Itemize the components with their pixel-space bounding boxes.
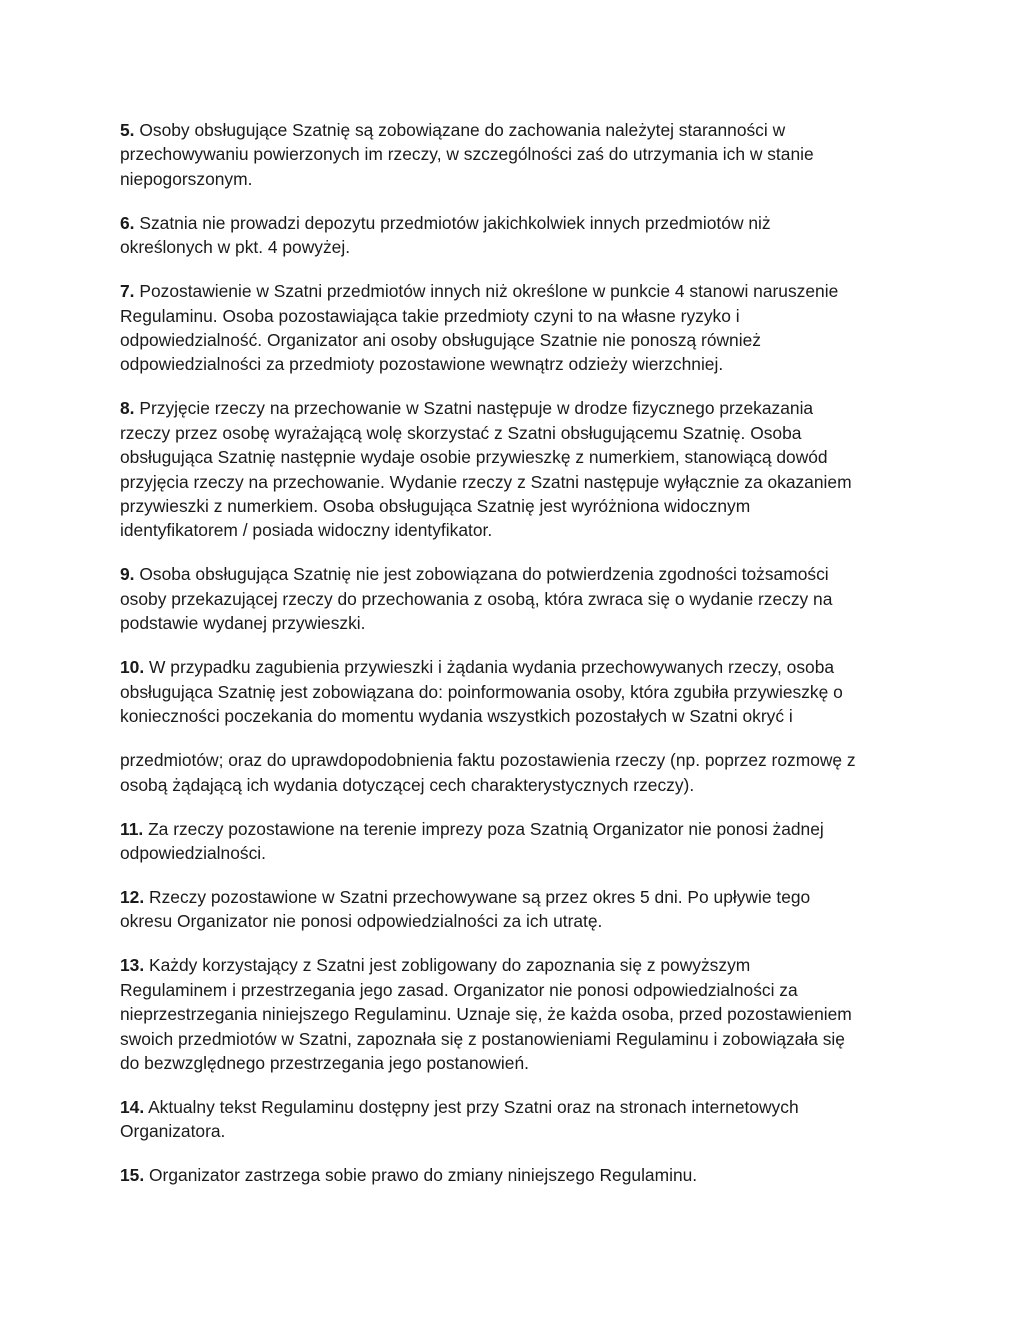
paragraph-text: osobą żądającą ich wydania dotyczącej cech charakterystycznych rzeczy). — [120, 774, 695, 795]
paragraph-line — [120, 304, 910, 328]
paragraph-line — [120, 328, 910, 352]
paragraph-text: W przypadku zagubienia przywieszki i żądania wydania przechowywanych rzeczy, osoba — [149, 657, 835, 678]
paragraph-line — [120, 909, 910, 933]
document-page — [120, 118, 910, 1207]
paragraph-line — [120, 885, 910, 909]
paragraph-line — [120, 773, 910, 797]
paragraph-line — [120, 611, 910, 635]
paragraph-13 — [120, 953, 910, 1075]
paragraph-8 — [120, 396, 910, 542]
paragraph-text: Regulaminem i przestrzegania jego zasad. Organizator nie ponosi odpowiedzialności za — [120, 979, 798, 1000]
paragraph-line — [120, 494, 910, 518]
paragraph-text: określonych w pkt. 4 powyżej. — [120, 237, 351, 258]
paragraph-text: Osoba obsługująca Szatnię nie jest zobowiązana do potwierdzenia zgodności tożsamości — [139, 564, 829, 585]
paragraph-text: nieprzestrzegania niniejszego Regulaminu. Uznaje się, że każda osoba, przed pozostawieniem — [120, 1004, 852, 1025]
paragraph-line — [120, 1027, 910, 1051]
paragraph-text: do bezwzględnego przestrzegania jego postanowień. — [120, 1052, 529, 1073]
paragraph-line — [120, 655, 910, 679]
paragraph-line — [120, 704, 910, 728]
paragraph-line — [120, 235, 910, 259]
paragraph-line — [120, 978, 910, 1002]
paragraph-11 — [120, 817, 910, 866]
paragraph-line — [120, 352, 910, 376]
paragraph-line — [120, 817, 910, 841]
paragraph-line — [120, 421, 910, 445]
paragraph-continued — [120, 748, 910, 797]
paragraph-text: okresu Organizator nie ponosi odpowiedzialności za ich utratę. — [120, 911, 603, 932]
paragraph-text: odpowiedzialności za przedmioty pozostawione wewnątrz odzieży wierzchniej. — [120, 354, 724, 375]
paragraph-line — [120, 211, 910, 235]
paragraph-text: konieczności poczekania do momentu wydania wszystkich pozostałych w Szatni okryć i — [120, 706, 793, 727]
paragraph-text: Rzeczy pozostawione w Szatni przechowywane są przez okres 5 dni. Po upływie tego — [149, 886, 811, 907]
paragraph-number: 10. — [120, 657, 145, 678]
paragraph-line — [120, 396, 910, 420]
paragraph-number: 7. — [120, 281, 135, 302]
paragraph-line — [120, 587, 910, 611]
paragraph-text: przyjęcia rzeczy na przechowanie. Wydanie rzeczy z Szatni następuje wyłącznie za okazaniem — [120, 471, 852, 492]
paragraph-text: Organizator zastrzega sobie prawo do zmiany niniejszego Regulaminu. — [149, 1165, 698, 1186]
paragraph-line — [120, 279, 910, 303]
paragraph-line — [120, 1051, 910, 1075]
paragraph-number: 8. — [120, 398, 135, 419]
paragraph-text: przywieszki z numerkiem. Osoba obsługująca Szatnię jest wyróżniona widocznym — [120, 496, 751, 517]
paragraph-9 — [120, 562, 910, 635]
paragraph-line — [120, 1095, 910, 1119]
paragraph-number: 14. — [120, 1096, 145, 1117]
paragraph-text: Aktualny tekst Regulaminu dostępny jest przy Szatni oraz na stronach internetowych — [148, 1096, 799, 1117]
paragraph-line — [120, 142, 910, 166]
paragraph-text: rzeczy przez osobę wyrażającą wolę skorzystać z Szatni obsługującemu Szatnię. Osoba — [120, 422, 802, 443]
paragraph-text: odpowiedzialność. Organizator ani osoby obsługujące Szatnie nie ponoszą również — [120, 330, 761, 351]
paragraph-line — [120, 470, 910, 494]
paragraph-number: 12. — [120, 886, 145, 907]
paragraph-line — [120, 118, 910, 142]
paragraph-line — [120, 748, 910, 772]
paragraph-text: Osoby obsługujące Szatnię są zobowiązane do zachowania należytej staranności w — [139, 120, 786, 140]
paragraph-14 — [120, 1095, 910, 1144]
paragraph-line — [120, 680, 910, 704]
paragraph-number: 5. — [120, 120, 135, 140]
paragraph-line — [120, 1163, 910, 1187]
paragraph-5 — [120, 118, 910, 191]
paragraph-line — [120, 841, 910, 865]
paragraph-text: obsługująca Szatnię jest zobowiązana do: poinformowania osoby, która zgubiła przywieszkę o — [120, 681, 843, 702]
paragraph-number: 9. — [120, 564, 135, 585]
paragraph-text: przedmiotów; oraz do uprawdopodobnienia faktu pozostawienia rzeczy (np. poprzez rozmowę z — [120, 750, 856, 771]
paragraph-text: Regulaminu. Osoba pozostawiająca takie przedmioty czyni to na własne ryzyko i — [120, 305, 740, 326]
paragraph-15 — [120, 1163, 910, 1187]
paragraph-10 — [120, 655, 910, 728]
paragraph-line — [120, 562, 910, 586]
paragraph-text: Każdy korzystający z Szatni jest zobligowany do zapoznania się z powyższym — [149, 955, 751, 976]
paragraph-number: 15. — [120, 1165, 145, 1186]
paragraph-text: podstawie wydanej przywieszki. — [120, 613, 366, 634]
paragraph-text: Organizatora. — [120, 1121, 226, 1142]
paragraph-text: przechowywaniu powierzonych im rzeczy, w szczególności zaś do utrzymania ich w stanie — [120, 144, 814, 165]
paragraph-text: odpowiedzialności. — [120, 842, 266, 863]
paragraph-line — [120, 518, 910, 542]
paragraph-line — [120, 953, 910, 977]
paragraph-number: 13. — [120, 955, 145, 976]
paragraph-line — [120, 167, 910, 191]
paragraph-text: niepogorszonym. — [120, 168, 253, 189]
paragraph-6 — [120, 211, 910, 260]
paragraph-text: Szatnia nie prowadzi depozytu przedmiotów jakichkolwiek innych przedmiotów niż — [139, 212, 771, 233]
paragraph-list — [120, 118, 910, 1188]
paragraph-number: 6. — [120, 212, 135, 233]
paragraph-text: swoich przedmiotów w Szatni, zapoznała się z postanowieniami Regulaminu i zobowiązała się — [120, 1028, 845, 1049]
paragraph-text: Pozostawienie w Szatni przedmiotów innych niż określone w punkcie 4 stanowi naruszenie — [139, 281, 839, 302]
paragraph-7 — [120, 279, 910, 377]
paragraph-number: 11. — [120, 818, 144, 839]
paragraph-text: osoby przekazującej rzeczy do przechowania z osobą, która zwraca się o wydanie rzeczy na — [120, 588, 833, 609]
paragraph-text: Za rzeczy pozostawione na terenie imprezy poza Szatnią Organizator nie ponosi żadnej — [148, 818, 824, 839]
paragraph-text: obsługująca Szatnię następnie wydaje osobie przywieszkę z numerkiem, stanowiącą dowód — [120, 447, 828, 468]
paragraph-text: Przyjęcie rzeczy na przechowanie w Szatni następuje w drodze fizycznego przekazania — [139, 398, 814, 419]
paragraph-line — [120, 1002, 910, 1026]
paragraph-text: identyfikatorem / posiada widoczny identyfikator. — [120, 520, 493, 541]
paragraph-line — [120, 1119, 910, 1143]
paragraph-line — [120, 445, 910, 469]
paragraph-12 — [120, 885, 910, 934]
